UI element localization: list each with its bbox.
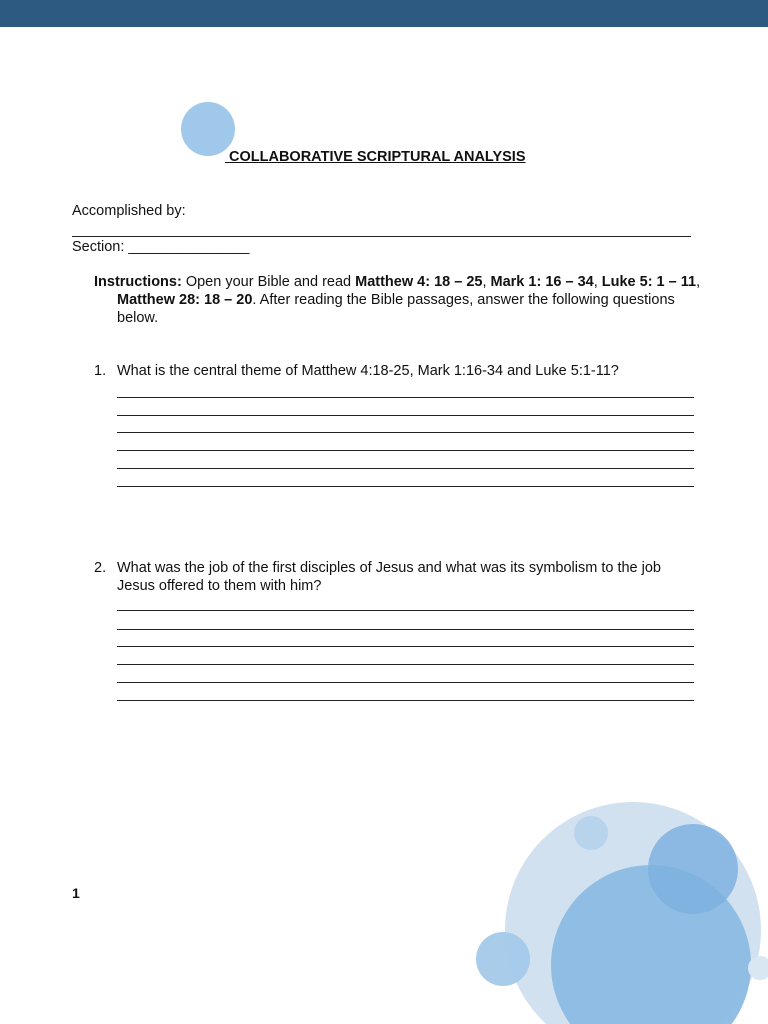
- separator: ,: [696, 274, 701, 290]
- scripture-reference: Matthew 28: 18 – 20: [117, 292, 253, 308]
- instructions-text: . After reading the Bible passages, answer the following questions below.: [117, 292, 675, 326]
- instructions-label: Instructions:: [94, 274, 182, 290]
- question-text: What is the central theme of Matthew 4:18-25, Mark 1:16-34 and Luke 5:1-11?: [117, 363, 619, 379]
- question-number: 1.: [94, 363, 107, 379]
- document-title: COLLABORATIVE SCRIPTURAL ANALYSIS: [225, 149, 526, 165]
- scripture-reference: Luke 5: 1 – 11: [601, 274, 697, 290]
- accomplished-by-label: Accomplished by:: [72, 203, 186, 219]
- scripture-reference: Matthew 4: 18 – 25: [355, 274, 483, 290]
- decorative-bubble-small: [574, 816, 608, 850]
- scripture-reference: Mark 1: 16 – 34: [490, 274, 594, 290]
- question-text: What was the job of the first disciples of Jesus and what was its symbolism to the job Jesus offered to them with him?: [117, 560, 661, 594]
- question-number: 2.: [94, 560, 107, 576]
- section-label: Section: _______________: [72, 239, 250, 255]
- separator: ,: [482, 274, 491, 290]
- decorative-bubble-top: [648, 824, 738, 914]
- separator: ,: [593, 274, 602, 290]
- decorative-bubble-left: [476, 932, 530, 986]
- page-number: 1: [72, 885, 80, 901]
- instructions-text: Open your Bible and read: [181, 274, 356, 290]
